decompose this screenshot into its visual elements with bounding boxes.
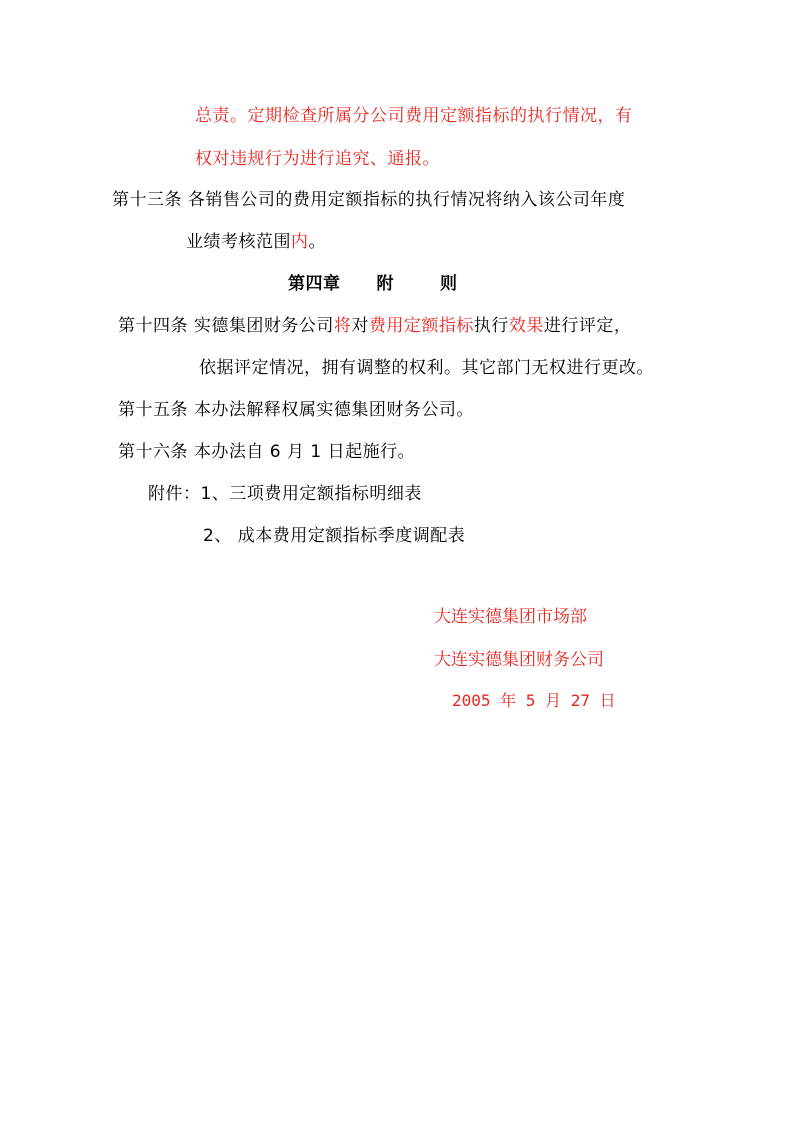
attachment-2: 2、 成本费用定额指标季度调配表	[203, 526, 466, 546]
chapter-title-part-2: 则	[440, 274, 458, 294]
chapter-title-part-1: 附	[376, 274, 394, 294]
paragraph-line-1: 总责。定期检查所属分公司费用定额指标的执行情况，有	[195, 106, 633, 126]
signature-org-1: 大连实德集团市场部	[434, 607, 587, 627]
article-13-line-2	[186, 231, 326, 253]
article-14-line-2: 依据评定情况，拥有调整的权利。其它部门无权进行更改。	[199, 358, 654, 378]
article-13-period: 。	[308, 232, 326, 252]
article-14-highlight-1: 将	[333, 316, 352, 336]
signature-date: 2005 年 5 月 27 日	[452, 691, 616, 710]
article-14-line-1	[118, 315, 631, 337]
article-14-text-1: 第十四条 实德集团财务公司	[118, 316, 334, 336]
article-14-text-4: 进行评定，	[543, 316, 632, 336]
chapter-heading	[288, 273, 458, 295]
article-14-highlight-2: 费用定额指标	[368, 316, 474, 336]
article-13-highlight: 内	[291, 232, 309, 252]
article-16: 第十六条 本办法自 6 月 1 日起施行。	[118, 442, 416, 462]
article-13-line-1: 第十三条 各销售公司的费用定额指标的执行情况将纳入该公司年度	[112, 190, 626, 210]
paragraph-line-2: 权对违规行为进行追究、通报。	[195, 149, 440, 169]
article-15: 第十五条 本办法解释权属实德集团财务公司。	[118, 400, 474, 420]
attachment-1: 附件：1、三项费用定额指标明细表	[148, 484, 422, 504]
article-14-text-3: 执行	[473, 316, 509, 336]
signature-org-2: 大连实德集团财务公司	[434, 650, 604, 670]
chapter-number: 第四章	[288, 274, 341, 294]
article-13-text: 业绩考核范围	[186, 232, 291, 252]
article-14-highlight-3: 效果	[508, 316, 544, 336]
article-14-text-2: 对	[351, 316, 369, 336]
